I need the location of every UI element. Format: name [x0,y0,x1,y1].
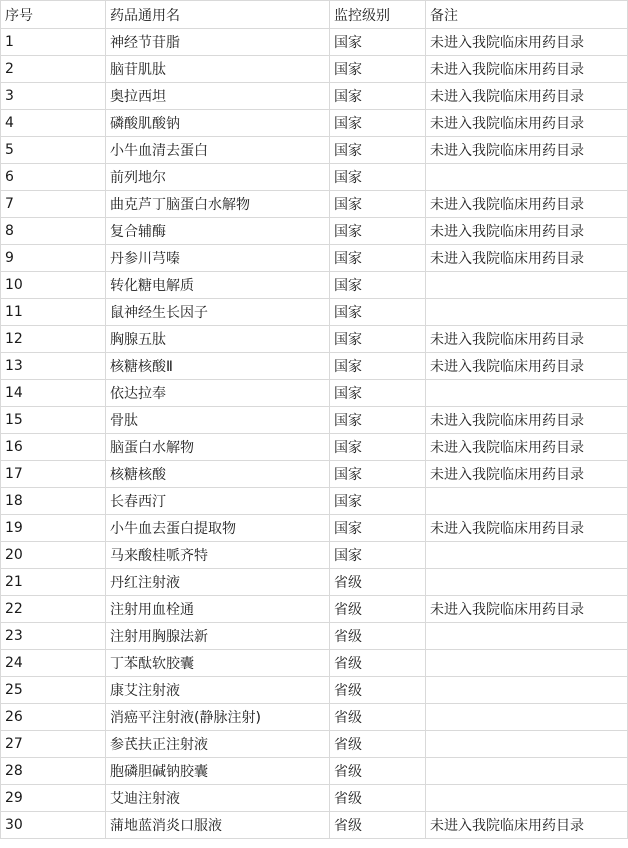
cell-note: 未进入我院临床用药目录 [426,245,628,272]
cell-monitor-level: 国家 [330,29,426,56]
table-row [1,245,628,272]
cell-note [426,272,628,299]
cell-note [426,704,628,731]
cell-no: 21 [1,569,106,596]
cell-drug-name: 脑苷肌肽 [106,56,330,83]
cell-monitor-level: 国家 [330,299,426,326]
cell-monitor-level: 国家 [330,407,426,434]
cell-no: 29 [1,785,106,812]
cell-note [426,758,628,785]
cell-no: 1 [1,29,106,56]
cell-drug-name: 脑蛋白水解物 [106,434,330,461]
cell-drug-name: 参芪扶正注射液 [106,731,330,758]
table-row [1,758,628,785]
cell-drug-name: 神经节苷脂 [106,29,330,56]
table-row [1,110,628,137]
cell-drug-name: 前列地尔 [106,164,330,191]
table-row [1,704,628,731]
cell-note: 未进入我院临床用药目录 [426,56,628,83]
table-header [1,1,628,29]
cell-no: 12 [1,326,106,353]
cell-monitor-level: 省级 [330,677,426,704]
cell-drug-name: 复合辅酶 [106,218,330,245]
table-row [1,164,628,191]
cell-drug-name: 丹红注射液 [106,569,330,596]
cell-drug-name: 依达拉奉 [106,380,330,407]
table-row [1,137,628,164]
cell-drug-name: 蒲地蓝消炎口服液 [106,812,330,839]
cell-no: 28 [1,758,106,785]
cell-note [426,488,628,515]
cell-drug-name: 丹参川芎嗪 [106,245,330,272]
cell-no: 19 [1,515,106,542]
table-row [1,569,628,596]
table-row [1,731,628,758]
cell-note [426,623,628,650]
cell-no: 16 [1,434,106,461]
cell-no: 18 [1,488,106,515]
cell-no: 17 [1,461,106,488]
cell-note [426,380,628,407]
table-row [1,650,628,677]
cell-no: 30 [1,812,106,839]
cell-note [426,677,628,704]
cell-monitor-level: 国家 [330,164,426,191]
cell-drug-name: 鼠神经生长因子 [106,299,330,326]
cell-note [426,299,628,326]
cell-no: 3 [1,83,106,110]
cell-drug-name: 转化糖电解质 [106,272,330,299]
table-row [1,218,628,245]
cell-drug-name: 核糖核酸Ⅱ [106,353,330,380]
cell-drug-name: 注射用血栓通 [106,596,330,623]
cell-drug-name: 小牛血去蛋白提取物 [106,515,330,542]
header-drug-name: 药品通用名 [106,1,330,29]
cell-note: 未进入我院临床用药目录 [426,434,628,461]
table-row [1,785,628,812]
cell-monitor-level: 国家 [330,326,426,353]
cell-monitor-level: 国家 [330,380,426,407]
cell-no: 14 [1,380,106,407]
table-row [1,596,628,623]
cell-no: 4 [1,110,106,137]
cell-note: 未进入我院临床用药目录 [426,353,628,380]
cell-note [426,785,628,812]
cell-no: 15 [1,407,106,434]
cell-note: 未进入我院临床用药目录 [426,596,628,623]
table-row [1,326,628,353]
cell-note [426,650,628,677]
cell-drug-name: 曲克芦丁脑蛋白水解物 [106,191,330,218]
cell-drug-name: 长春西汀 [106,488,330,515]
cell-drug-name: 胸腺五肽 [106,326,330,353]
cell-drug-name: 骨肽 [106,407,330,434]
table-row [1,677,628,704]
cell-monitor-level: 省级 [330,569,426,596]
cell-monitor-level: 省级 [330,704,426,731]
cell-no: 8 [1,218,106,245]
cell-monitor-level: 国家 [330,434,426,461]
cell-no: 25 [1,677,106,704]
cell-drug-name: 小牛血清去蛋白 [106,137,330,164]
header-no: 序号 [1,1,106,29]
cell-drug-name: 注射用胸腺法新 [106,623,330,650]
cell-drug-name: 丁苯酞软胶囊 [106,650,330,677]
table-row [1,461,628,488]
cell-monitor-level: 国家 [330,461,426,488]
cell-note: 未进入我院临床用药目录 [426,461,628,488]
cell-monitor-level: 省级 [330,758,426,785]
table-row [1,29,628,56]
table-row [1,272,628,299]
cell-drug-name: 胞磷胆碱钠胶囊 [106,758,330,785]
cell-monitor-level: 国家 [330,83,426,110]
header-row [1,1,628,29]
cell-drug-name: 磷酸肌酸钠 [106,110,330,137]
cell-drug-name: 康艾注射液 [106,677,330,704]
cell-no: 2 [1,56,106,83]
cell-no: 22 [1,596,106,623]
cell-no: 27 [1,731,106,758]
table-row [1,812,628,839]
cell-note: 未进入我院临床用药目录 [426,515,628,542]
table-row [1,434,628,461]
cell-monitor-level: 国家 [330,353,426,380]
cell-note: 未进入我院临床用药目录 [426,29,628,56]
table-row [1,191,628,218]
cell-note [426,731,628,758]
table-row [1,488,628,515]
cell-monitor-level: 国家 [330,110,426,137]
cell-monitor-level: 省级 [330,812,426,839]
cell-no: 13 [1,353,106,380]
table-row [1,83,628,110]
cell-note: 未进入我院临床用药目录 [426,110,628,137]
cell-note: 未进入我院临床用药目录 [426,407,628,434]
cell-monitor-level: 省级 [330,785,426,812]
cell-drug-name: 核糖核酸 [106,461,330,488]
cell-note [426,164,628,191]
cell-monitor-level: 国家 [330,191,426,218]
table-row [1,380,628,407]
cell-no: 24 [1,650,106,677]
cell-note [426,542,628,569]
cell-no: 26 [1,704,106,731]
cell-note: 未进入我院临床用药目录 [426,812,628,839]
header-monitor-level: 监控级别 [330,1,426,29]
cell-monitor-level: 国家 [330,272,426,299]
cell-no: 5 [1,137,106,164]
cell-drug-name: 奥拉西坦 [106,83,330,110]
cell-monitor-level: 省级 [330,623,426,650]
cell-drug-name: 马来酸桂哌齐特 [106,542,330,569]
cell-monitor-level: 省级 [330,731,426,758]
cell-no: 9 [1,245,106,272]
cell-no: 7 [1,191,106,218]
cell-note: 未进入我院临床用药目录 [426,83,628,110]
cell-monitor-level: 国家 [330,515,426,542]
cell-note [426,569,628,596]
cell-note: 未进入我院临床用药目录 [426,191,628,218]
cell-monitor-level: 省级 [330,596,426,623]
cell-no: 10 [1,272,106,299]
cell-monitor-level: 省级 [330,650,426,677]
table-row [1,407,628,434]
cell-monitor-level: 国家 [330,56,426,83]
cell-drug-name: 消癌平注射液(静脉注射) [106,704,330,731]
cell-no: 11 [1,299,106,326]
cell-monitor-level: 国家 [330,488,426,515]
header-note: 备注 [426,1,628,29]
cell-no: 6 [1,164,106,191]
table-row [1,299,628,326]
cell-drug-name: 艾迪注射液 [106,785,330,812]
table-row [1,542,628,569]
cell-monitor-level: 国家 [330,245,426,272]
cell-monitor-level: 国家 [330,218,426,245]
cell-no: 23 [1,623,106,650]
table-row [1,56,628,83]
cell-note: 未进入我院临床用药目录 [426,326,628,353]
table-body [1,29,628,839]
cell-no: 20 [1,542,106,569]
table-row [1,353,628,380]
cell-monitor-level: 国家 [330,542,426,569]
table-row [1,623,628,650]
cell-note: 未进入我院临床用药目录 [426,137,628,164]
cell-note: 未进入我院临床用药目录 [426,218,628,245]
cell-monitor-level: 国家 [330,137,426,164]
table-row [1,515,628,542]
